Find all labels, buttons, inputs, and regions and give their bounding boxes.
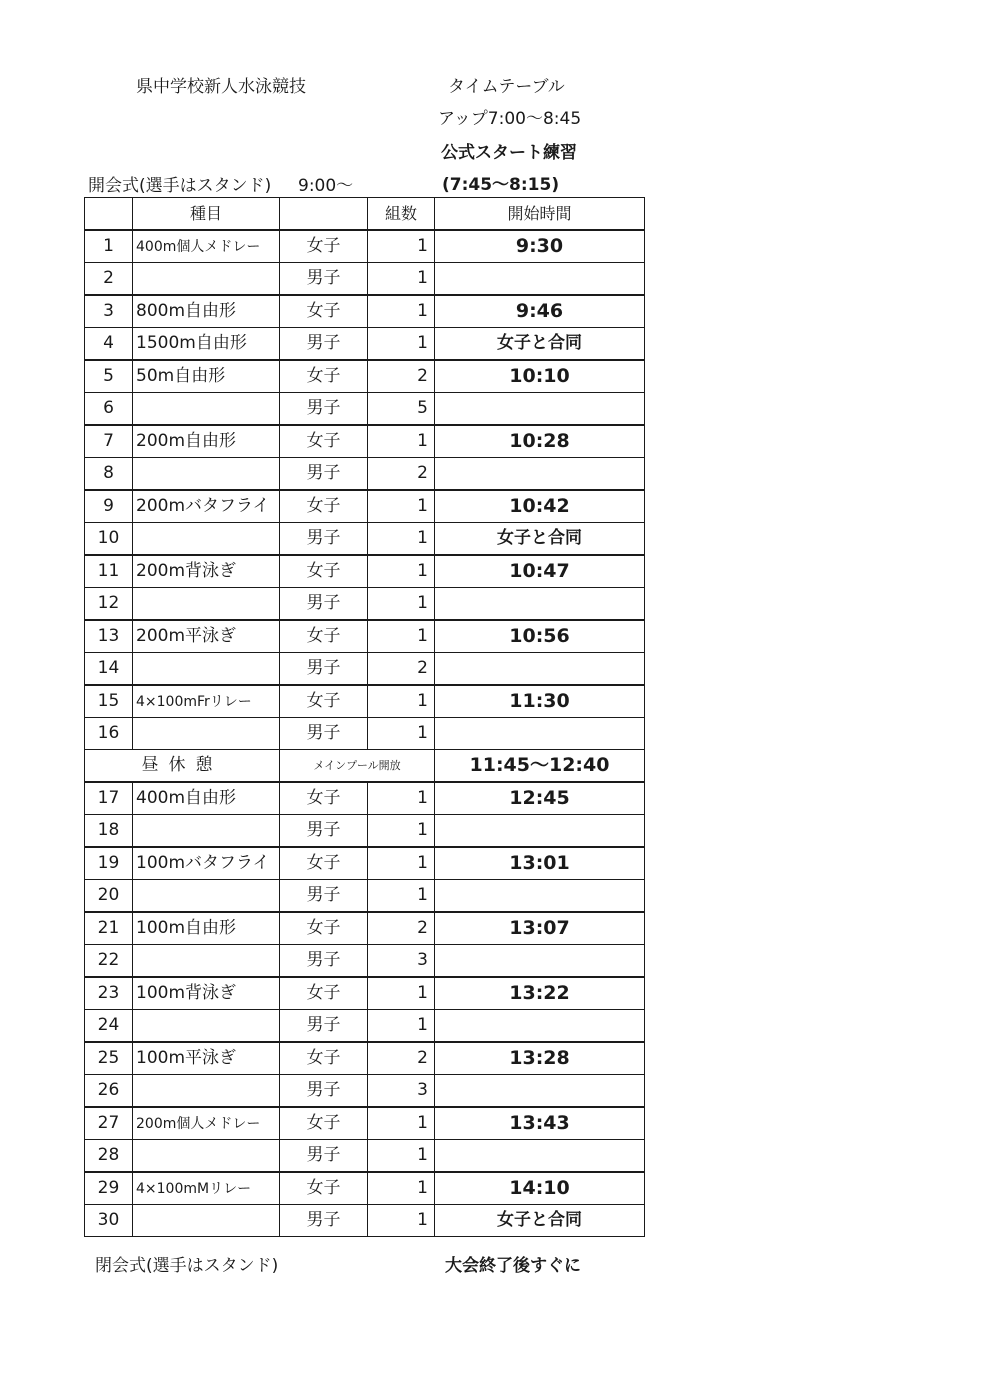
event-name: 200m背泳ぎ	[133, 555, 280, 588]
event-name: 400m個人メドレー	[133, 230, 280, 263]
sex-category: 男子	[280, 523, 368, 556]
table-row	[85, 782, 645, 815]
start-time: 10:47	[435, 555, 645, 588]
event-name: 400m自由形	[133, 782, 280, 815]
row-number: 22	[85, 945, 133, 978]
table-row	[85, 425, 645, 458]
row-number: 19	[85, 847, 133, 880]
timetable-label: タイムテーブル	[448, 77, 565, 97]
table-row	[85, 263, 645, 296]
table-row	[85, 653, 645, 686]
timetable-lunch	[85, 750, 645, 783]
header-sex	[280, 198, 368, 231]
row-number: 25	[85, 1042, 133, 1075]
row-number: 17	[85, 782, 133, 815]
heat-count: 3	[368, 1075, 435, 1108]
row-number: 7	[85, 425, 133, 458]
timetable-body-morning	[85, 198, 645, 750]
start-time: 13:01	[435, 847, 645, 880]
row-number: 12	[85, 588, 133, 621]
row-number: 24	[85, 1010, 133, 1043]
event-name: 800m自由形	[133, 295, 280, 328]
start-time: 11:30	[435, 685, 645, 718]
row-number: 10	[85, 523, 133, 556]
event-name	[133, 263, 280, 296]
row-number: 16	[85, 718, 133, 750]
event-name	[133, 523, 280, 556]
heat-count: 1	[368, 425, 435, 458]
start-time: 10:56	[435, 620, 645, 653]
row-number: 9	[85, 490, 133, 523]
event-name: 1500m自由形	[133, 328, 280, 361]
table-row	[85, 523, 645, 556]
start-time: 女子と合同	[435, 328, 645, 361]
row-number: 5	[85, 360, 133, 393]
event-name: 100m背泳ぎ	[133, 977, 280, 1010]
heat-count: 3	[368, 945, 435, 978]
heat-count: 1	[368, 977, 435, 1010]
event-name	[133, 653, 280, 686]
table-row	[85, 1140, 645, 1173]
start-time: 9:30	[435, 230, 645, 263]
sex-category: 女子	[280, 555, 368, 588]
table-row	[85, 490, 645, 523]
sex-category: 男子	[280, 1140, 368, 1173]
table-row	[85, 815, 645, 848]
event-name	[133, 718, 280, 750]
table-row	[85, 1205, 645, 1237]
row-number: 4	[85, 328, 133, 361]
start-time	[435, 1010, 645, 1043]
table-row	[85, 458, 645, 491]
event-name	[133, 880, 280, 913]
start-time	[435, 263, 645, 296]
row-number: 15	[85, 685, 133, 718]
sex-category: 女子	[280, 360, 368, 393]
sex-category: 男子	[280, 393, 368, 426]
header-start-time: 開始時間	[435, 198, 645, 231]
heat-count: 2	[368, 458, 435, 491]
opening-ceremony-time: 9:00〜	[298, 176, 354, 196]
event-name	[133, 1140, 280, 1173]
table-row	[85, 588, 645, 621]
lunch-note: メインプール開放	[280, 750, 435, 783]
event-name	[133, 393, 280, 426]
start-time: 14:10	[435, 1172, 645, 1205]
event-name: 4×100mMリレー	[133, 1172, 280, 1205]
heat-count: 1	[368, 328, 435, 361]
sex-category: 男子	[280, 815, 368, 848]
start-time: 13:28	[435, 1042, 645, 1075]
start-time	[435, 880, 645, 913]
sex-category: 女子	[280, 1042, 368, 1075]
heat-count: 2	[368, 912, 435, 945]
table-row	[85, 880, 645, 913]
start-time: 女子と合同	[435, 523, 645, 556]
row-number: 26	[85, 1075, 133, 1108]
timetable	[84, 197, 645, 1237]
event-name: 100m自由形	[133, 912, 280, 945]
sex-category: 女子	[280, 1172, 368, 1205]
row-number: 2	[85, 263, 133, 296]
sex-category: 男子	[280, 880, 368, 913]
event-name	[133, 1075, 280, 1108]
sex-category: 男子	[280, 458, 368, 491]
sex-category: 女子	[280, 847, 368, 880]
start-time	[435, 458, 645, 491]
header-count: 組数	[368, 198, 435, 231]
start-time: 13:43	[435, 1107, 645, 1140]
warmup-time: アップ7:00〜8:45	[438, 109, 582, 129]
heat-count: 2	[368, 653, 435, 686]
row-number: 28	[85, 1140, 133, 1173]
start-time	[435, 945, 645, 978]
sex-category: 男子	[280, 653, 368, 686]
row-number: 13	[85, 620, 133, 653]
lunch-row	[85, 750, 645, 783]
table-row	[85, 360, 645, 393]
heat-count: 1	[368, 685, 435, 718]
row-number: 3	[85, 295, 133, 328]
sex-category: 男子	[280, 1205, 368, 1237]
row-number: 30	[85, 1205, 133, 1237]
start-time: 9:46	[435, 295, 645, 328]
lunch-time: 11:45〜12:40	[435, 750, 645, 783]
heat-count: 1	[368, 620, 435, 653]
table-row	[85, 1075, 645, 1108]
table-row	[85, 295, 645, 328]
start-time	[435, 653, 645, 686]
opening-ceremony-label: 開会式(選手はスタンド)	[88, 176, 272, 196]
start-time	[435, 1075, 645, 1108]
sex-category: 女子	[280, 977, 368, 1010]
heat-count: 1	[368, 880, 435, 913]
heat-count: 1	[368, 523, 435, 556]
lunch-label: 昼休憩	[85, 750, 280, 783]
timetable-body-afternoon	[85, 782, 645, 1237]
row-number: 18	[85, 815, 133, 848]
table-row	[85, 620, 645, 653]
sex-category: 女子	[280, 620, 368, 653]
table-row	[85, 945, 645, 978]
heat-count: 1	[368, 1172, 435, 1205]
heat-count: 1	[368, 1010, 435, 1043]
table-row	[85, 912, 645, 945]
header-no	[85, 198, 133, 231]
start-time	[435, 815, 645, 848]
table-row	[85, 230, 645, 263]
sex-category: 女子	[280, 490, 368, 523]
row-number: 23	[85, 977, 133, 1010]
event-name: 100mバタフライ	[133, 847, 280, 880]
event-name	[133, 945, 280, 978]
heat-count: 1	[368, 782, 435, 815]
table-row	[85, 328, 645, 361]
sex-category: 女子	[280, 425, 368, 458]
event-name	[133, 1010, 280, 1043]
row-number: 29	[85, 1172, 133, 1205]
table-row	[85, 1172, 645, 1205]
event-name: 200m平泳ぎ	[133, 620, 280, 653]
heat-count: 5	[368, 393, 435, 426]
start-time	[435, 718, 645, 750]
start-time: 12:45	[435, 782, 645, 815]
start-time: 13:07	[435, 912, 645, 945]
sex-category: 男子	[280, 328, 368, 361]
row-number: 27	[85, 1107, 133, 1140]
table-row	[85, 555, 645, 588]
sex-category: 女子	[280, 230, 368, 263]
event-name: 200m自由形	[133, 425, 280, 458]
event-name	[133, 815, 280, 848]
start-time: 10:28	[435, 425, 645, 458]
start-time	[435, 393, 645, 426]
closing-ceremony-time: 大会終了後すぐに	[445, 1256, 581, 1276]
heat-count: 1	[368, 490, 435, 523]
start-time: 10:42	[435, 490, 645, 523]
sex-category: 女子	[280, 782, 368, 815]
table-row	[85, 685, 645, 718]
heat-count: 1	[368, 555, 435, 588]
sex-category: 女子	[280, 685, 368, 718]
event-name	[133, 458, 280, 491]
heat-count: 1	[368, 815, 435, 848]
sex-category: 男子	[280, 1010, 368, 1043]
heat-count: 1	[368, 1205, 435, 1237]
heat-count: 1	[368, 295, 435, 328]
document-title: 県中学校新人水泳競技	[136, 77, 306, 97]
start-time: 10:10	[435, 360, 645, 393]
event-name: 4×100mFrリレー	[133, 685, 280, 718]
table-row	[85, 1010, 645, 1043]
event-name: 200mバタフライ	[133, 490, 280, 523]
start-time: 女子と合同	[435, 1205, 645, 1237]
start-practice-label: 公式スタート練習	[441, 143, 577, 163]
start-practice-time: (7:45〜8:15)	[442, 175, 560, 195]
table-row	[85, 847, 645, 880]
heat-count: 1	[368, 847, 435, 880]
heat-count: 1	[368, 230, 435, 263]
sex-category: 男子	[280, 588, 368, 621]
event-name: 50m自由形	[133, 360, 280, 393]
header-event: 種目	[133, 198, 280, 231]
table-header-row	[85, 198, 645, 231]
heat-count: 1	[368, 1107, 435, 1140]
sex-category: 男子	[280, 1075, 368, 1108]
sex-category: 男子	[280, 945, 368, 978]
heat-count: 2	[368, 1042, 435, 1075]
row-number: 20	[85, 880, 133, 913]
event-name	[133, 588, 280, 621]
row-number: 8	[85, 458, 133, 491]
event-name: 100m平泳ぎ	[133, 1042, 280, 1075]
start-time	[435, 588, 645, 621]
row-number: 6	[85, 393, 133, 426]
heat-count: 1	[368, 588, 435, 621]
sex-category: 女子	[280, 912, 368, 945]
row-number: 21	[85, 912, 133, 945]
row-number: 1	[85, 230, 133, 263]
heat-count: 1	[368, 718, 435, 750]
table-row	[85, 977, 645, 1010]
closing-ceremony-label: 閉会式(選手はスタンド)	[95, 1256, 279, 1276]
table-row	[85, 393, 645, 426]
sex-category: 男子	[280, 718, 368, 750]
table-row	[85, 1107, 645, 1140]
table-row	[85, 1042, 645, 1075]
sex-category: 女子	[280, 1107, 368, 1140]
event-name	[133, 1205, 280, 1237]
start-time: 13:22	[435, 977, 645, 1010]
row-number: 14	[85, 653, 133, 686]
heat-count: 2	[368, 360, 435, 393]
event-name: 200m個人メドレー	[133, 1107, 280, 1140]
sex-category: 男子	[280, 263, 368, 296]
row-number: 11	[85, 555, 133, 588]
sex-category: 女子	[280, 295, 368, 328]
table-row	[85, 718, 645, 750]
start-time	[435, 1140, 645, 1173]
heat-count: 1	[368, 1140, 435, 1173]
heat-count: 1	[368, 263, 435, 296]
